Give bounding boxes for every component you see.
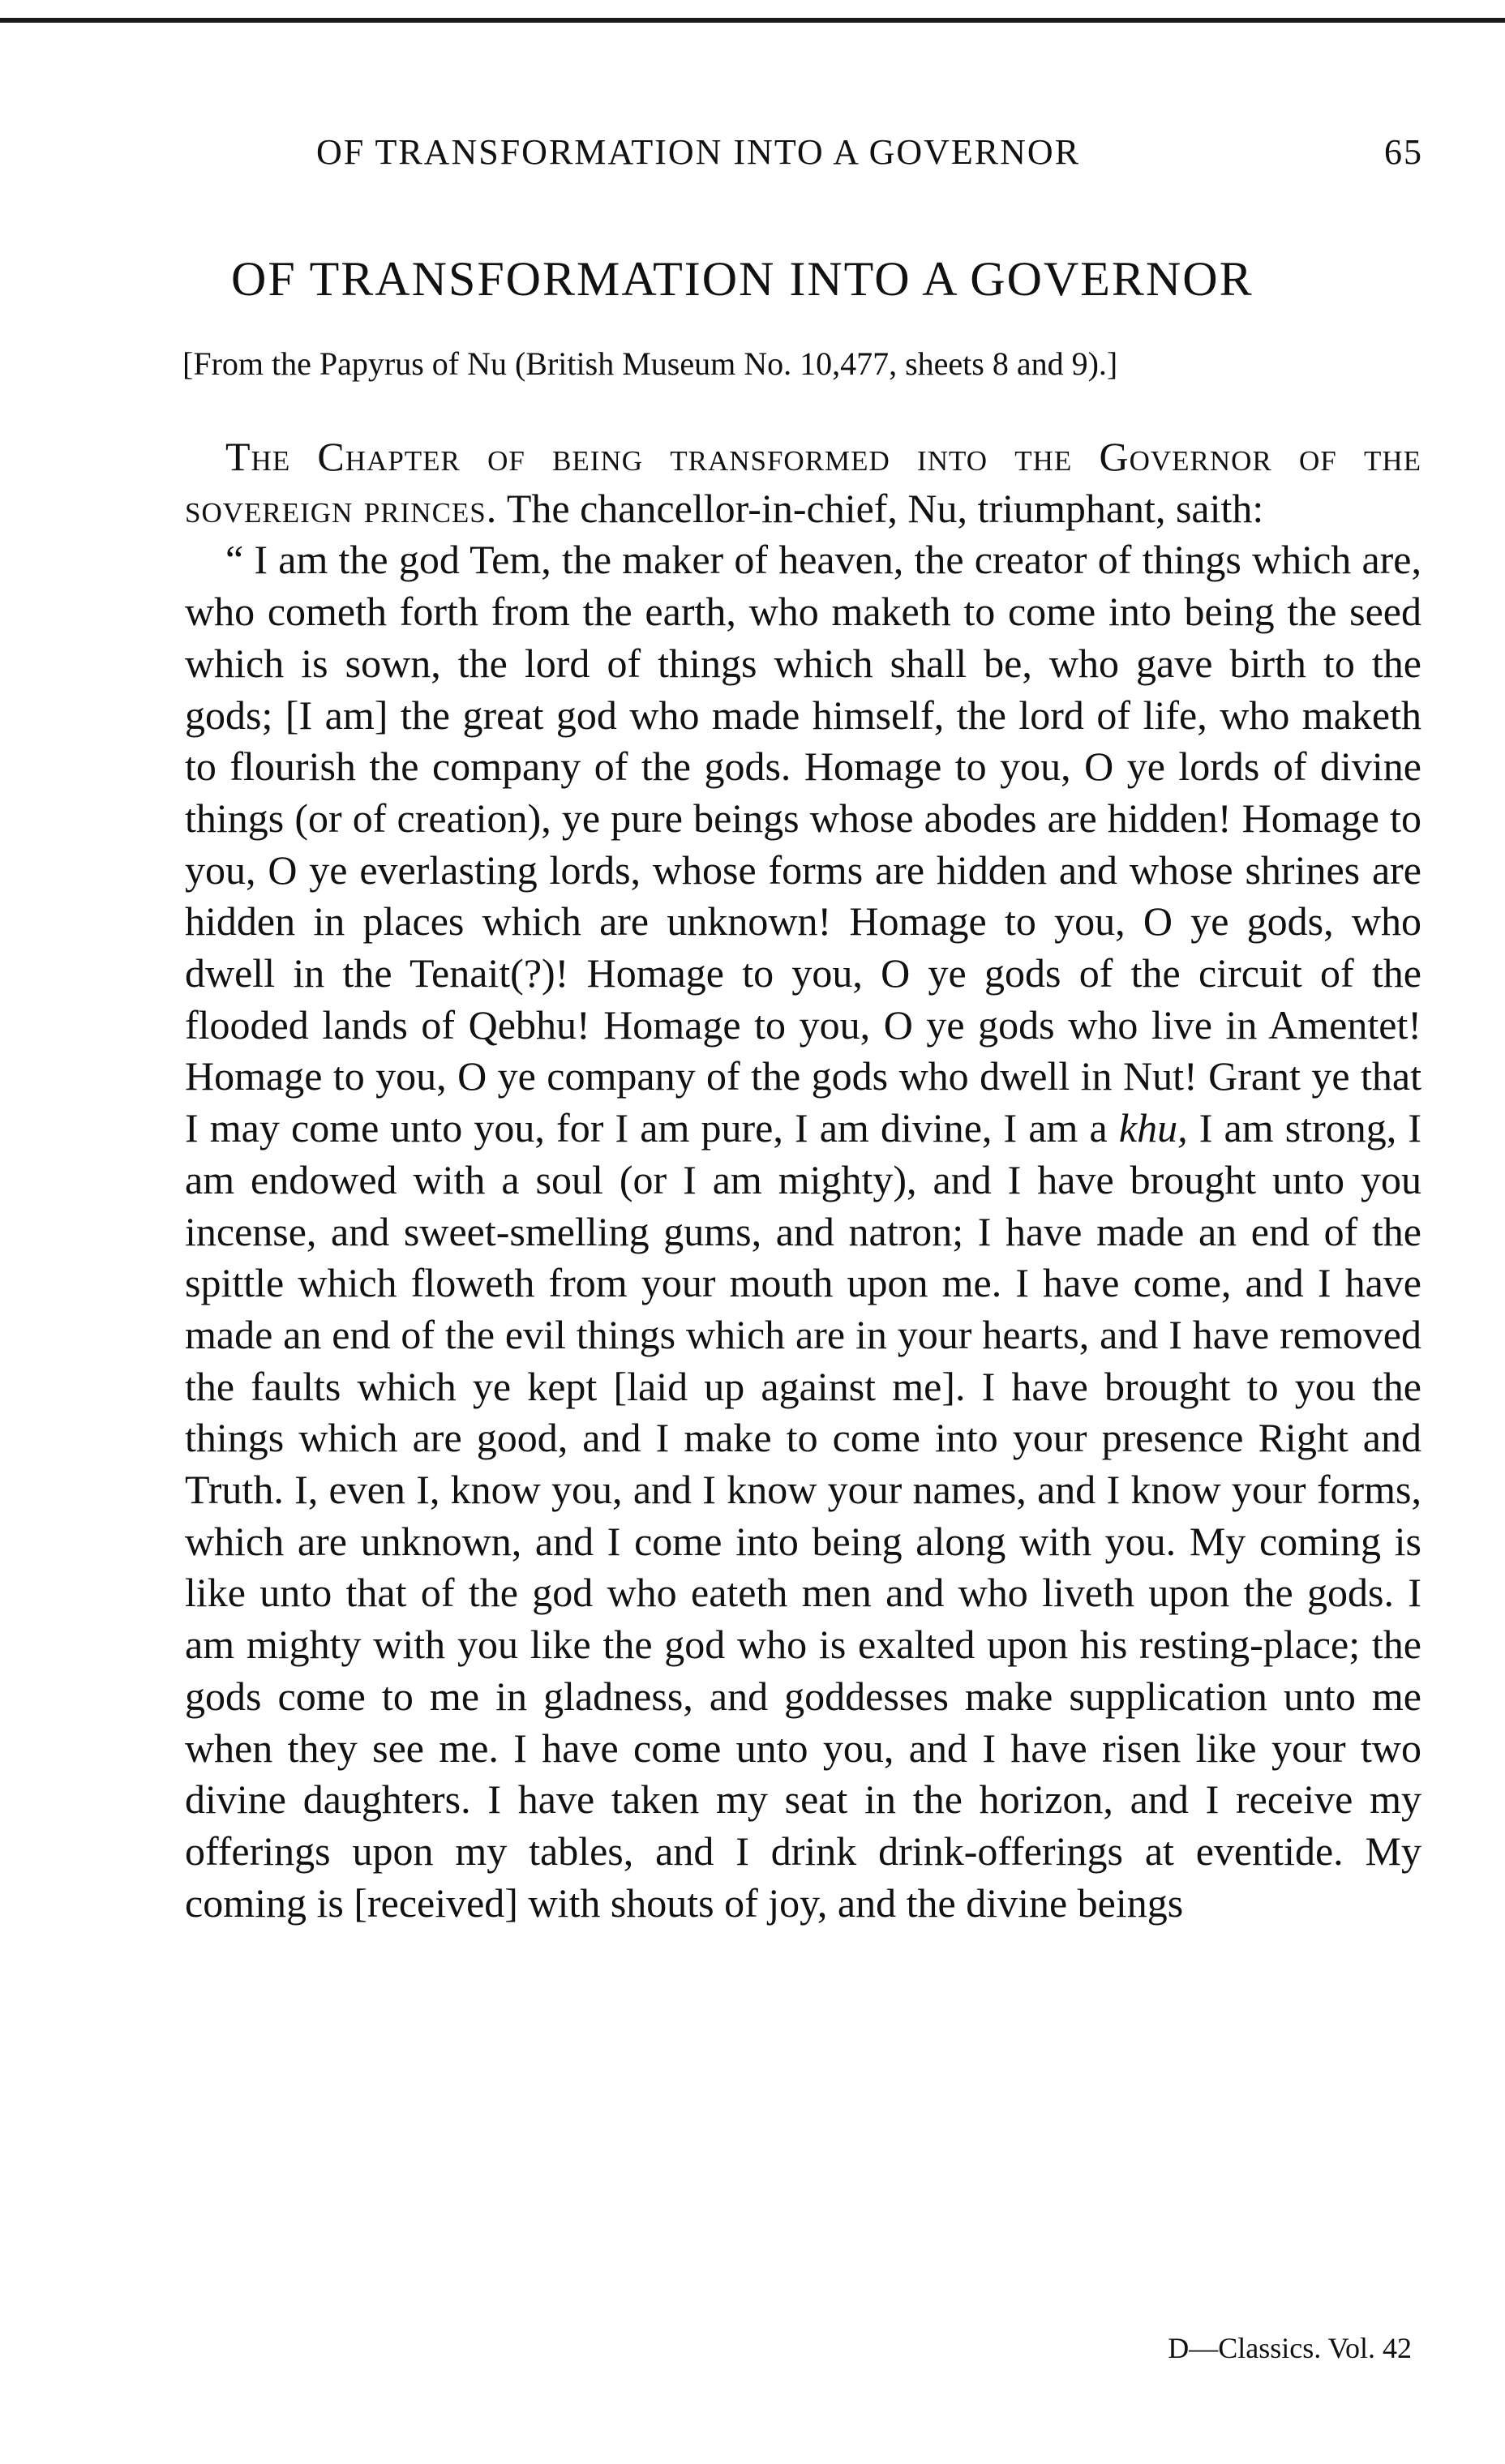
chapter-title: OF TRANSFORMATION INTO A GOVERNOR (231, 252, 1254, 306)
top-border-rule (0, 18, 1505, 23)
chapter-rubric: The Chapter of being transformed into the Governor of the sovereign princes. (185, 434, 1421, 531)
khu-term: khu, (1118, 1105, 1188, 1151)
body-text (185, 431, 1421, 1929)
source-note: [From the Papyrus of Nu (British Museum No. 10,477, sheets 8 and 9).] (182, 345, 1118, 382)
running-title: OF TRANSFORMATION INTO A GOVERNOR (316, 132, 1081, 172)
paragraph-2 (185, 534, 1421, 1929)
running-head (316, 131, 1423, 180)
paragraph-1 (185, 431, 1421, 534)
page-number: 65 (1384, 132, 1423, 172)
signature-line: D—Classics. Vol. 42 (1168, 2332, 1412, 2364)
intro-text: The chancellor-in-chief, Nu, triumphant, saith: (506, 485, 1264, 531)
paragraph-2-text-b: I am strong, I am endowed with a soul (or I am mighty), and I have brought unto you incense, and sweet-smelling gums, and natron; I have made an end of the spittle which floweth from your mouth upon me. I have come, and I have made an end of the evil things which are in your hearts, and I have removed the faults which ye kept [laid up against me]. I have brought to you the things which are good, and I make to come into your presence Right and Truth. I, even I, know you, and I know your names, and I know your forms, which are unknown, and I come into being along with you. My coming is like unto that of the god who eateth men and who liveth upon the gods. I am mighty with you like the god who is exalted upon his resting-place; the gods come to me in gladness, and goddesses make supplication unto me when they see me. I have come unto you, and I have risen like your two divine daughters. I have taken my seat in the horizon, and I receive my offerings upon my tables, and I drink drink-offerings at eventide. My coming is [received] with shouts of joy, and the divine beings (185, 1105, 1422, 1926)
paragraph-2-text-a: “ I am the god Tem, the maker of heaven, the creator of things which are, who cometh forth from the earth, who maketh to come into being the seed which is sown, the lord of things which shall be, who gave birth to the gods; [I am] the great god who made himself, the lord of life, who maketh to flourish the company of the gods. Homage to you, O ye lords of divine things (or of creation), ye pure beings whose abodes are hidden! Homage to you, O ye everlasting lords, whose forms are hidden and whose shrines are hidden in places which are unknown! Homage to you, O ye gods, who dwell in the Tenait(?)! Homage to you, O ye gods of the circuit of the flooded lands of Qebhu! Homage to you, O ye gods who live in Amentet! Homage to you, O ye company of the gods who dwell in Nut! Grant ye that I may come unto you, for I am pure, I am divine, I am a (185, 537, 1421, 1151)
